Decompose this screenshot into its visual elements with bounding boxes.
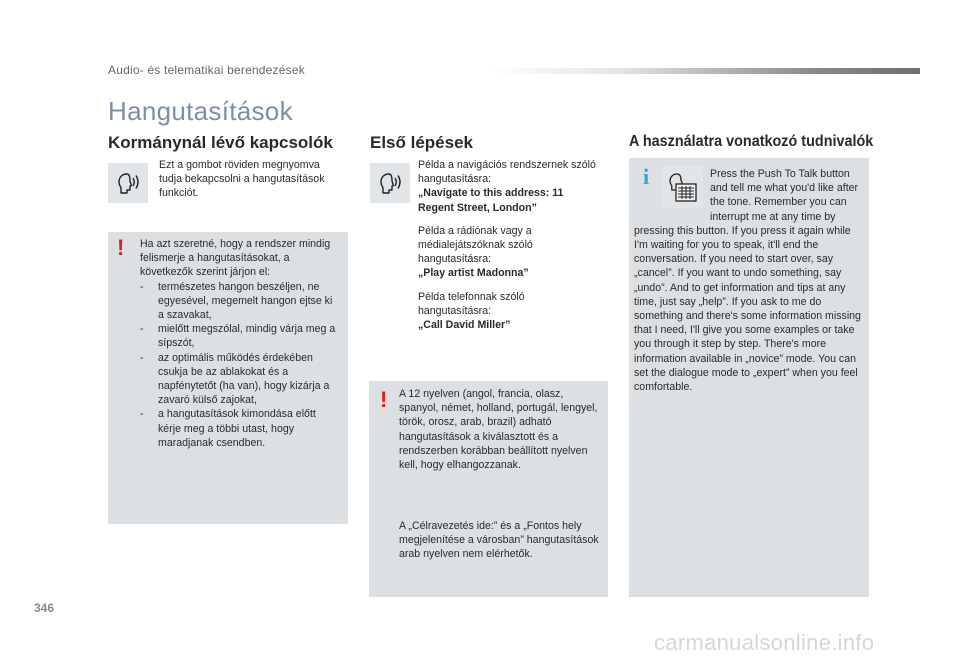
- warning-recognition-text: [140, 237, 340, 450]
- page-number: 346: [34, 601, 55, 615]
- list-item: - a hangutasítások kimondása előtt kérje meg a többi utast, hogy maradjanak csendben.: [140, 408, 316, 449]
- page-title: Hangutasítások: [108, 96, 293, 126]
- tips-list: [140, 280, 340, 450]
- warning-lead: Ha azt szeretné, hogy a rendszer mindig felismerje a hangutasításokat, a következők szerint járjon el:: [140, 238, 331, 279]
- heading-usage-info: A használatra vonatkozó tudnivalók: [629, 133, 874, 150]
- example-navigation: Példa a navigációs rendszernek szóló hangutasításra: „Navigate to this address: 11 Regent Street, London”: [418, 159, 596, 214]
- example-phone: Példa telefonnak szóló hangutasításra: „Call David Miller”: [418, 290, 525, 332]
- list-item: - az optimális működés érdekében csukja be az ablakokat és a napfénytetőt (ha van), hogy kizárja a zavaró külső zajokat,: [140, 351, 330, 407]
- heading-steering-controls: Kormánynál lévő kapcsolók: [108, 133, 333, 152]
- voice-command-icon: [108, 163, 148, 203]
- list-item: - mielőtt megszólal, mindig várja meg a sípszót,: [140, 323, 336, 350]
- usage-info-text: Press the Push To Talk button and tell me what you'd like after the tone. Remember you can interrupt me at any time by pressing this button. If you press it again while I'm waiting for you to speak, it'll end the conversation. If you need to start over, say „cancel”. If you want to undo something, say „undo”. And to get information and tips at any time, just say „help”. If you ask to me do something and there's some information missing that I need, I'll give you some examples or take you through it step by step. There's more information available in „novice” mode. You can set the dialogue mode to „expert” when you feel comfortable.: [634, 168, 861, 394]
- arabic-limitation-text: A „Célravezetés ide:” és a „Fontos hely megjelenítése a városban” hangutasítások arab nyelven nem elérhetők.: [399, 520, 599, 561]
- command-phone: „Call David Miller”: [418, 319, 511, 332]
- languages-text: A 12 nyelven (angol, francia, olasz, spanyol, német, holland, portugál, lengyel, török, orosz, arab, brazil) adható hangutasítások a kiválasztott és a rendszerben korábban beállított nyelven kell, hogy elhangozzanak.: [399, 388, 598, 472]
- steering-button-intro: Ezt a gombot röviden megnyomva tudja bekapcsolni a hangutasítások funkciót.: [159, 159, 325, 200]
- voice-command-icon: [370, 163, 410, 203]
- list-item: - természetes hangon beszéljen, ne egyesével, megemelt hangon ejtse ki a szavakat,: [140, 280, 333, 322]
- heading-first-steps: Első lépések: [370, 133, 474, 152]
- command-radio: „Play artist Madonna”: [418, 267, 529, 280]
- example-radio: Példa a rádiónak vagy a médialejátszóknak szóló hangutasításra: „Play artist Madonna”: [418, 224, 533, 280]
- warning-icon: !: [380, 387, 388, 412]
- header-gradient-rule: [490, 68, 920, 74]
- command-navigation: „Navigate to this address: 11 Regent Street, London”: [418, 187, 564, 214]
- watermark: carmanualsonline.info: [654, 630, 875, 655]
- section-label: Audio- és telematikai berendezések: [108, 63, 305, 77]
- warning-icon: !: [117, 235, 125, 260]
- text-wrap-spacer: [634, 164, 710, 222]
- info-icon: i: [643, 164, 650, 189]
- first-steps-examples: [418, 158, 598, 341]
